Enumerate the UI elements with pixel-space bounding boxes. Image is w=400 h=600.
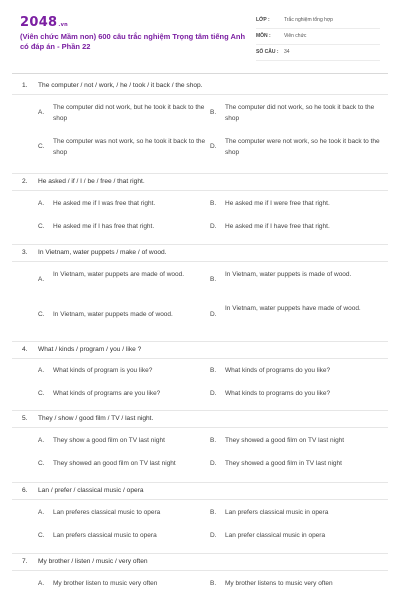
option-letter: D. bbox=[210, 532, 217, 539]
option-letter: A. bbox=[38, 276, 45, 283]
question-5 bbox=[0, 413, 400, 483]
meta-row-class bbox=[256, 14, 380, 29]
option-letter: D. bbox=[210, 143, 217, 150]
question-number: 2. bbox=[22, 178, 28, 185]
option-letter: C. bbox=[38, 223, 45, 230]
question-2 bbox=[0, 176, 400, 246]
question-stem bbox=[22, 487, 144, 494]
option-letter: B. bbox=[210, 509, 217, 516]
question-text: The computer / not / work, / he / took / it back / the shop. bbox=[38, 82, 203, 89]
option-letter: B. bbox=[210, 580, 217, 587]
option-text: Lan prefer classical music in opera bbox=[225, 532, 326, 539]
option-text: In Vietnam, water puppets is made of wood. bbox=[225, 271, 352, 278]
question-separator bbox=[12, 261, 388, 262]
option-letter: A. bbox=[38, 109, 45, 116]
option-text: Lan preferes classical music to opera bbox=[53, 509, 161, 516]
question-separator bbox=[12, 244, 388, 245]
option-text: He asked me if I were free that right. bbox=[225, 200, 330, 207]
question-separator bbox=[12, 341, 388, 342]
question-stem bbox=[22, 415, 153, 422]
option-text: My brother listens to music very often bbox=[225, 580, 333, 587]
question-separator bbox=[12, 173, 388, 174]
option-text: The computer did not work, so he took it back to the shop bbox=[225, 104, 375, 122]
meta-key: SỐ CÂU : bbox=[256, 49, 279, 55]
option-text: He asked me if I have free that right. bbox=[225, 223, 330, 230]
question-stem bbox=[22, 249, 167, 256]
option-letter: D. bbox=[210, 223, 217, 230]
meta-value: 34 bbox=[284, 49, 290, 55]
question-separator bbox=[12, 482, 388, 483]
question-number: 1. bbox=[22, 82, 28, 89]
option-letter: B. bbox=[210, 437, 217, 444]
meta-value: Trắc nghiệm tổng hợp bbox=[284, 17, 333, 23]
logo-suffix: .vn bbox=[58, 22, 69, 28]
option-letter: C. bbox=[38, 390, 45, 397]
option-letter: A. bbox=[38, 367, 45, 374]
option-text: Lan prefers classical music to opera bbox=[53, 532, 157, 539]
option-text: They showed a good film on TV last night bbox=[225, 437, 345, 444]
meta-key: MÔN : bbox=[256, 33, 271, 39]
question-7 bbox=[0, 556, 400, 600]
question-text: In Vietnam, water puppets / make / of wood. bbox=[38, 249, 167, 256]
option-text: He asked me if I was free that right. bbox=[53, 200, 156, 207]
option-text: My brother listen to music very often bbox=[53, 580, 158, 587]
option-text: What kinds to programs do you like? bbox=[225, 390, 331, 397]
question-separator bbox=[12, 570, 388, 571]
question-6 bbox=[0, 485, 400, 553]
question-number: 3. bbox=[22, 249, 28, 256]
option-text: They showed a good film in TV last night bbox=[225, 460, 342, 467]
option-letter: A. bbox=[38, 580, 45, 587]
option-text: In Vietnam, water puppets have made of wood. bbox=[225, 305, 361, 312]
option-letter: A. bbox=[38, 509, 45, 516]
question-separator bbox=[12, 427, 388, 428]
question-text: My brother / listen / music / very often bbox=[38, 558, 148, 565]
option-letter: A. bbox=[38, 200, 45, 207]
option-text: What kinds of programs do you like? bbox=[225, 367, 331, 374]
option-text: They show a good film on TV last night bbox=[53, 437, 165, 444]
option-letter: C. bbox=[38, 311, 45, 318]
question-text: They / show / good film / TV / last night. bbox=[38, 415, 154, 422]
question-separator bbox=[12, 190, 388, 191]
question-text: What / kinds / program / you / like ? bbox=[38, 346, 142, 353]
option-text: Lan prefers classical music in opera bbox=[225, 509, 329, 516]
option-text: In Vietnam, water puppets are made of wood. bbox=[53, 271, 185, 278]
document-title: (Viên chức Mầm non) 600 câu trắc nghiệm Trọng tâm tiếng Anh có đáp án - Phần 22 bbox=[20, 32, 246, 51]
site-logo[interactable] bbox=[20, 15, 68, 30]
question-4 bbox=[0, 344, 400, 412]
question-text: He asked / if / I / be / free / that right. bbox=[38, 178, 145, 185]
question-number: 6. bbox=[22, 487, 28, 494]
option-letter: B. bbox=[210, 367, 217, 374]
option-text: He asked me if I has free that right. bbox=[53, 223, 155, 230]
option-letter: C. bbox=[38, 532, 45, 539]
option-letter: A. bbox=[38, 437, 45, 444]
option-letter: D. bbox=[210, 311, 217, 318]
meta-key: LỚP : bbox=[256, 17, 270, 23]
question-stem bbox=[22, 82, 203, 89]
meta-value: Viên chức bbox=[284, 33, 307, 39]
question-number: 4. bbox=[22, 346, 28, 353]
question-number: 5. bbox=[22, 415, 28, 422]
question-3 bbox=[0, 247, 400, 337]
question-number: 7. bbox=[22, 558, 28, 565]
option-letter: C. bbox=[38, 143, 45, 150]
meta-panel bbox=[256, 14, 380, 62]
page-header bbox=[0, 0, 400, 70]
option-letter: C. bbox=[38, 460, 45, 467]
question-separator bbox=[12, 553, 388, 554]
question-separator bbox=[12, 410, 388, 411]
meta-row-subject bbox=[256, 30, 380, 45]
header-divider bbox=[12, 73, 388, 74]
option-text: The computer were not work, so he took it back to the shop bbox=[225, 138, 380, 156]
option-letter: B. bbox=[210, 200, 217, 207]
option-text: The computer was not work, so he took it back to the shop bbox=[53, 138, 206, 156]
option-letter: B. bbox=[210, 276, 217, 283]
option-letter: B. bbox=[210, 109, 217, 116]
option-text: The computer did not work, but he took it back to the shop bbox=[53, 104, 205, 122]
option-text: In Vietnam, water puppets made of wood. bbox=[53, 311, 173, 318]
option-letter: D. bbox=[210, 390, 217, 397]
option-text: They showed an good film on TV last night bbox=[53, 460, 176, 467]
option-text: What kinds of program is you like? bbox=[53, 367, 153, 374]
question-text: Lan / prefer / classical music / opera bbox=[38, 487, 144, 494]
question-separator bbox=[12, 499, 388, 500]
question-stem bbox=[22, 178, 145, 185]
question-stem bbox=[22, 346, 141, 353]
question-separator bbox=[12, 94, 388, 95]
question-separator bbox=[12, 358, 388, 359]
option-text: What kinds of programs are you like? bbox=[53, 390, 161, 397]
question-stem bbox=[22, 558, 148, 565]
meta-row-question-count bbox=[256, 46, 380, 61]
option-letter: D. bbox=[210, 460, 217, 467]
logo-main: 2048 bbox=[20, 15, 58, 30]
